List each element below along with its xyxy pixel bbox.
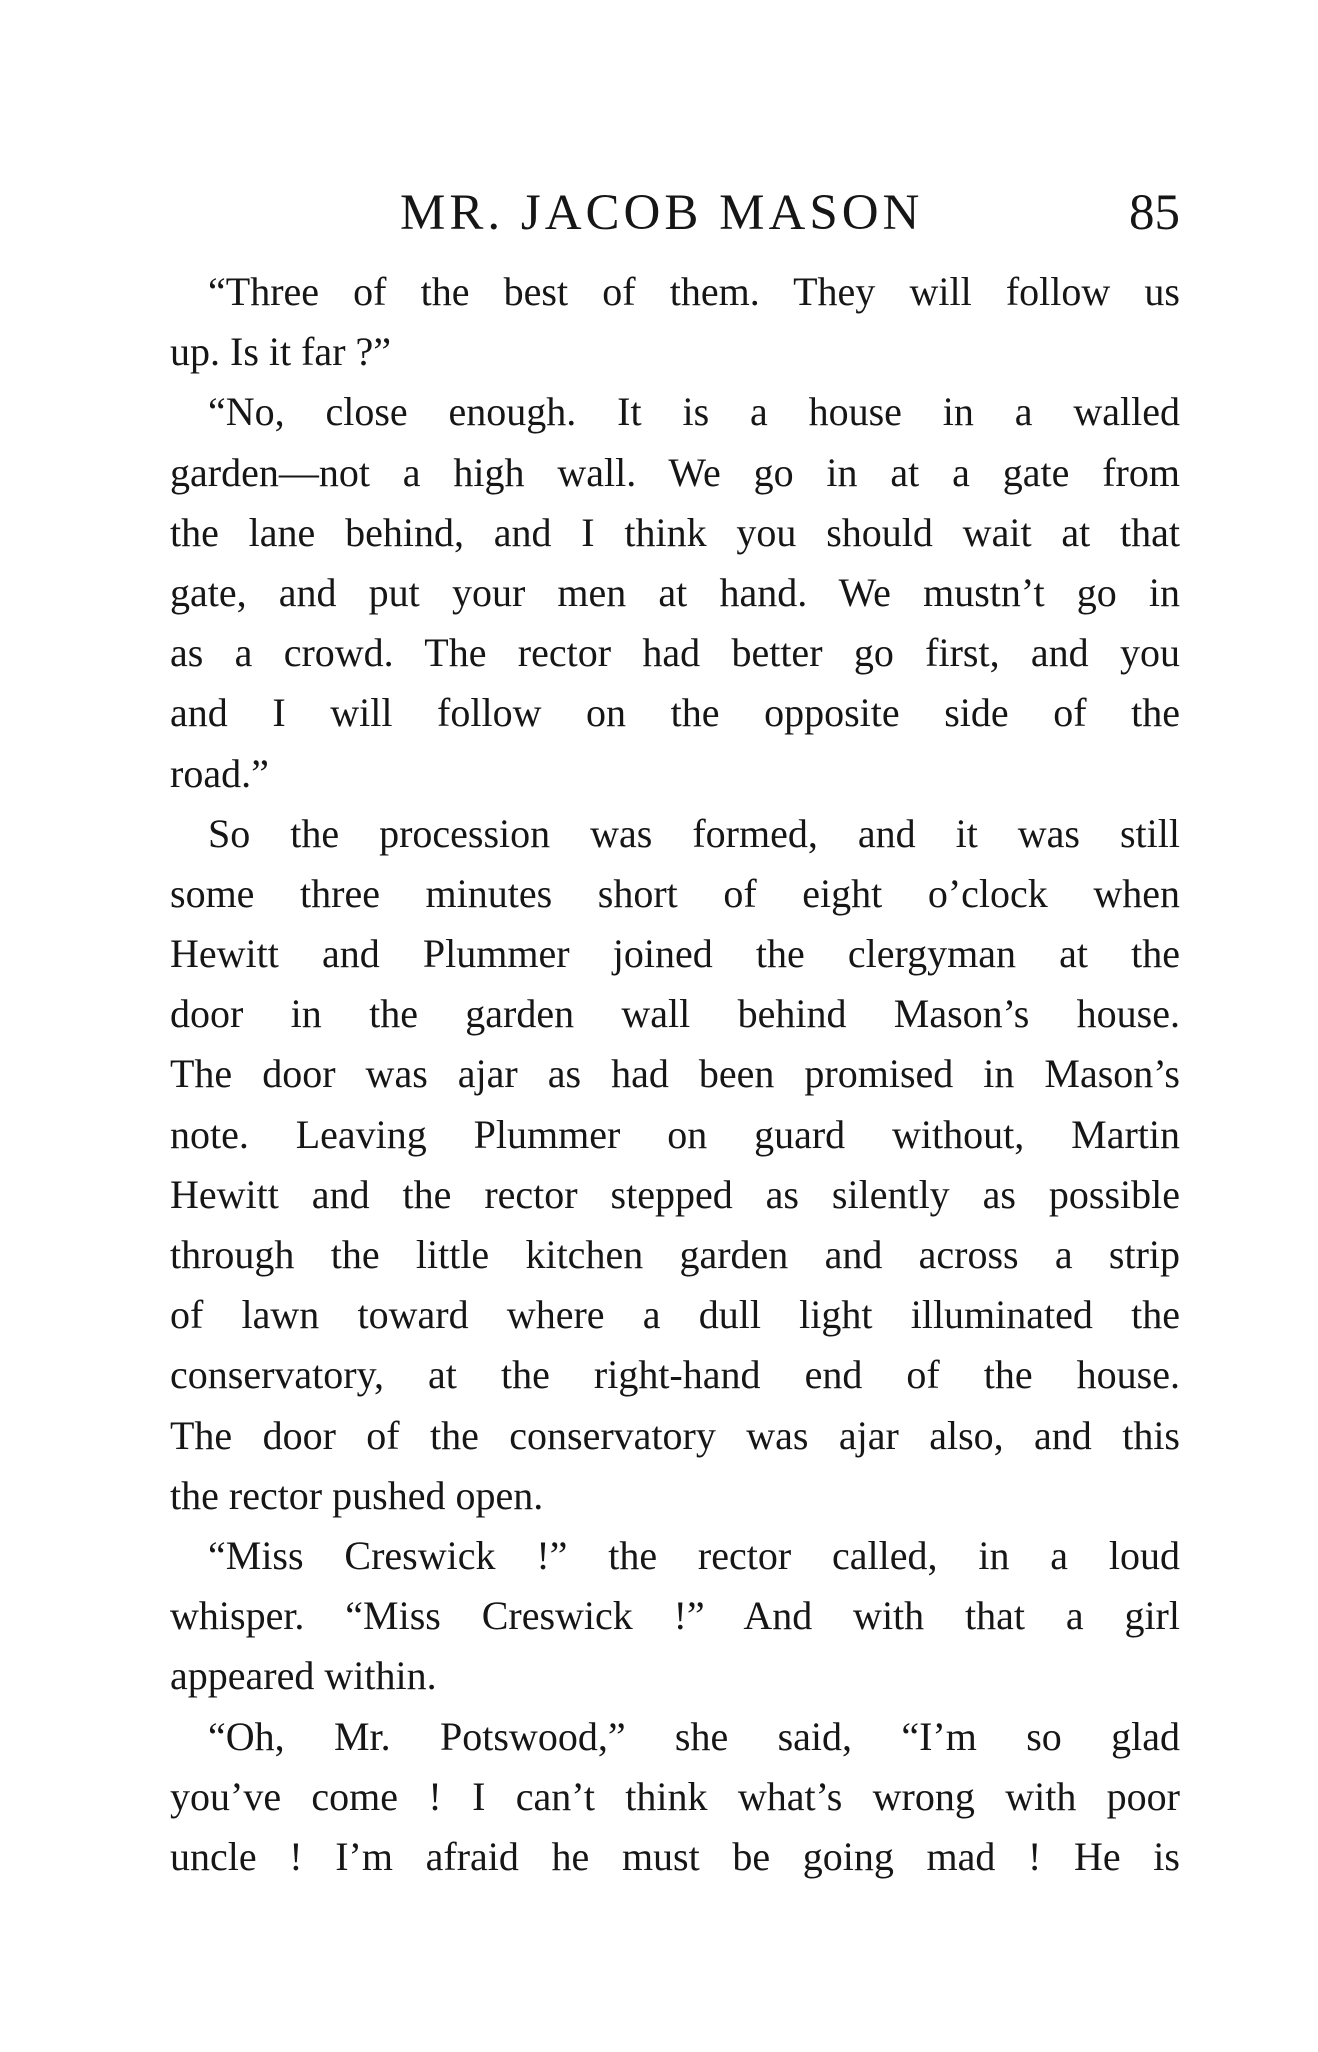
- text-line: appeared within.: [170, 1653, 437, 1699]
- text-line: as a crowd. The rector had better go first, and you: [170, 630, 1180, 676]
- text-line: note. Leaving Plummer on guard without, Martin: [170, 1111, 1180, 1157]
- body-text: [170, 262, 1180, 1887]
- text-line: whisper. “Miss Creswick !” And with that a girl: [170, 1593, 1180, 1639]
- text-line: gate, and put your men at hand. We mustn’t go in: [170, 569, 1180, 615]
- text-line: Hewitt and the rector stepped as silently as possible: [170, 1171, 1180, 1217]
- paragraph-5: [170, 1707, 1180, 1888]
- paragraph-1: [170, 262, 1180, 382]
- text-line: The door of the conservatory was ajar also, and this: [170, 1412, 1180, 1458]
- text-line: conservatory, at the right-hand end of the house.: [170, 1352, 1180, 1398]
- text-line: The door was ajar as had been promised in Mason’s: [170, 1051, 1180, 1097]
- text-line: some three minutes short of eight o’clock when: [170, 870, 1180, 916]
- text-line: the rector pushed open.: [170, 1472, 544, 1518]
- text-line: So the procession was formed, and it was still: [208, 810, 1180, 856]
- running-head: [170, 178, 1180, 248]
- text-line: and I will follow on the opposite side of the: [170, 690, 1180, 736]
- paragraph-2: [170, 382, 1180, 803]
- text-line: the lane behind, and I think you should wait at that: [170, 509, 1180, 555]
- page-number: 85: [1129, 185, 1180, 241]
- text-line: “No, close enough. It is a house in a walled: [208, 389, 1180, 435]
- paragraph-4: [170, 1526, 1180, 1707]
- text-line: of lawn toward where a dull light illuminated the: [170, 1292, 1180, 1338]
- text-line: road.”: [170, 750, 269, 796]
- running-title: MR. JACOB MASON: [400, 185, 924, 241]
- text-line: up. Is it far ?”: [170, 329, 392, 375]
- text-line: you’ve come ! I can’t think what’s wrong with poor: [170, 1773, 1180, 1819]
- text-line: door in the garden wall behind Mason’s house.: [170, 991, 1180, 1037]
- paragraph-3: [170, 804, 1180, 1526]
- text-line: “Miss Creswick !” the rector called, in a loud: [208, 1532, 1180, 1578]
- text-line: Hewitt and Plummer joined the clergyman at the: [170, 931, 1180, 977]
- text-line: through the little kitchen garden and across a strip: [170, 1232, 1180, 1277]
- text-line: “Three of the best of them. They will follow us: [208, 269, 1180, 314]
- text-line: uncle ! I’m afraid he must be going mad ! He is: [170, 1833, 1180, 1879]
- text-line: garden—not a high wall. We go in at a gate from: [170, 449, 1180, 495]
- text-line: “Oh, Mr. Potswood,” she said, “I’m so glad: [208, 1713, 1180, 1759]
